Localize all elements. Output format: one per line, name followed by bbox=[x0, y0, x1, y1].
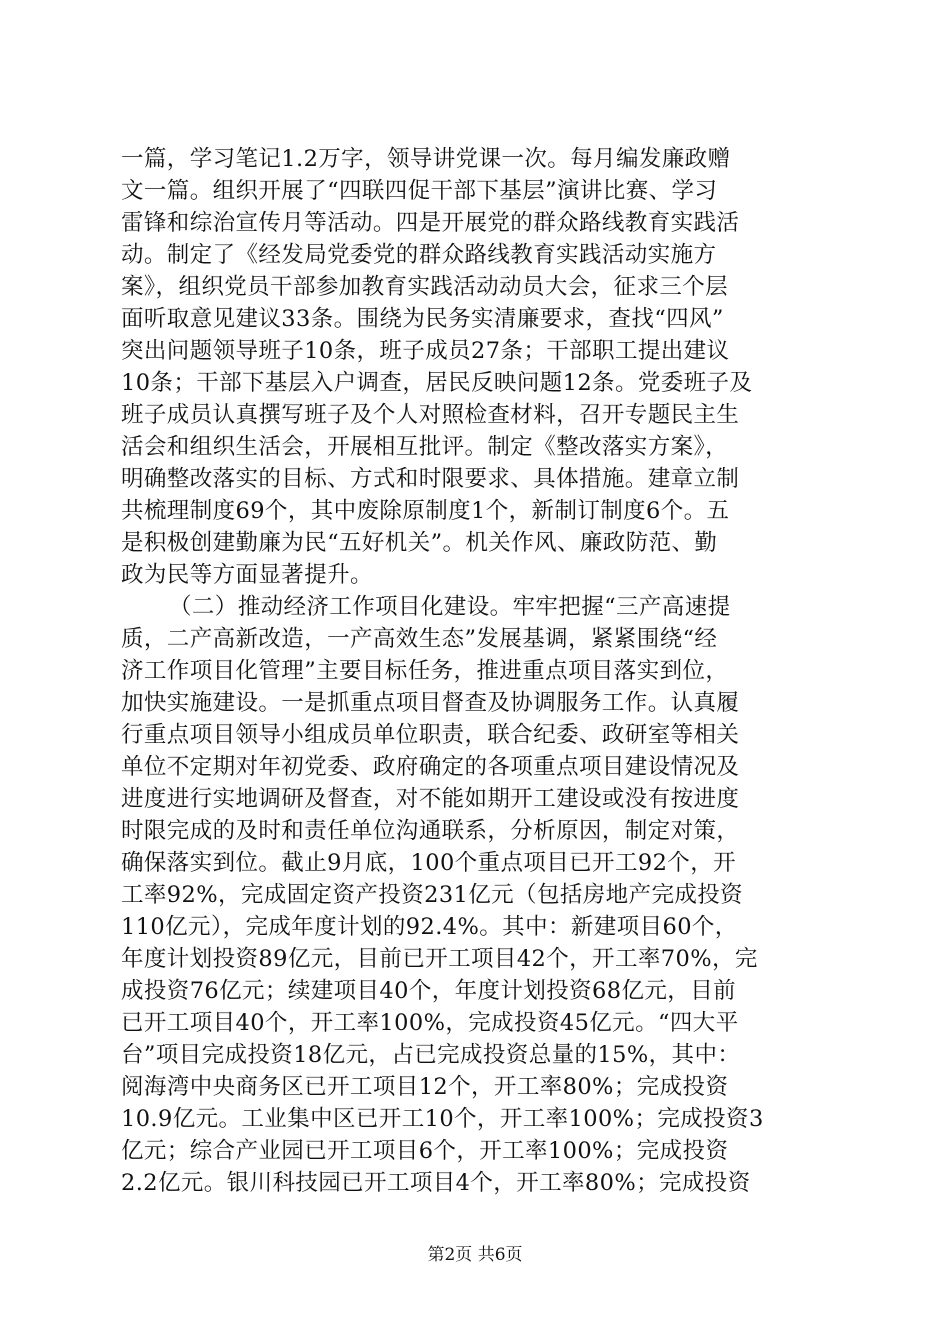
text-line: 活会和组织生活会，开展相互批评。制定《整改落实方案》， bbox=[121, 434, 729, 460]
text-line: 单位不定期对年初党委、政府确定的各项重点项目建设情况及 bbox=[121, 754, 740, 780]
text-line: 面听取意见建议33条。围绕为民务实清廉要求，查找“四风” bbox=[121, 306, 724, 332]
text-line: 行重点项目领导小组成员单位职责，联合纪委、政研室等相关 bbox=[121, 722, 740, 748]
text-line: 班子成员认真撰写班子及个人对照检查材料，召开专题民主生 bbox=[121, 402, 740, 428]
text-line: 案》，组织党员干部参加教育实践活动动员大会，征求三个层 bbox=[121, 274, 729, 300]
text-line: 质，二产高新改造，一产高效生态”发展基调，紧紧围绕“经 bbox=[121, 626, 718, 652]
text-line: 是积极创建勤廉为民“五好机关”。机关作风、廉政防范、勤 bbox=[121, 530, 718, 556]
text-line: 文一篇。组织开展了“四联四促干部下基层”演讲比赛、学习 bbox=[121, 178, 718, 204]
text-line: 确保落实到位。截止9月底，100个重点项目已开工92个，开 bbox=[121, 850, 736, 876]
text-line: 济工作项目化管理”主要目标任务，推进重点项目落实到位， bbox=[121, 658, 729, 684]
text-line: 台”项目完成投资18亿元，占已完成投资总量的15%，其中： bbox=[121, 1042, 741, 1068]
text-line: 亿元；综合产业园已开工项目6个，开工率100%；完成投资 bbox=[121, 1138, 729, 1164]
text-line: 时限完成的及时和责任单位沟通联系，分析原因，制定对策， bbox=[121, 818, 740, 844]
text-line: 成投资76亿元；续建项目40个，年度计划投资68亿元，目前 bbox=[121, 978, 736, 1004]
text-line: 10条；干部下基层入户调查，居民反映问题12条。党委班子及 bbox=[121, 370, 753, 396]
paragraph-start-line: （二）推动经济工作项目化建设。牢牢把握“三产高速提 bbox=[169, 594, 731, 620]
text-line: 明确整改落实的目标、方式和时限要求、具体措施。建章立制 bbox=[121, 466, 740, 492]
text-line: 动。制定了《经发局党委党的群众路线教育实践活动实施方 bbox=[121, 242, 717, 268]
text-line: 共梳理制度69个，其中废除原制度1个，新制订制度6个。五 bbox=[121, 498, 730, 524]
text-line: 工率92%，完成固定资产投资231亿元（包括房地产完成投资 bbox=[121, 882, 744, 908]
text-line: 已开工项目40个，开工率100%，完成投资45亿元。“四大平 bbox=[121, 1010, 739, 1036]
text-line: 年度计划投资89亿元，目前已开工项目42个，开工率70%，完 bbox=[121, 946, 758, 972]
text-line: 政为民等方面显著提升。 bbox=[121, 562, 373, 588]
text-line: 2.2亿元。银川科技园已开工项目4个，开工率80%；完成投资 bbox=[121, 1170, 751, 1196]
text-line: 110亿元），完成年度计划的92.4%。其中：新建项目60个， bbox=[121, 914, 738, 940]
page-number-label: 第2页 共6页 bbox=[427, 1245, 523, 1265]
text-line: 阅海湾中央商务区已开工项目12个，开工率80%；完成投资 bbox=[121, 1074, 729, 1100]
page-footer bbox=[0, 1244, 950, 1266]
text-line: 突出问题领导班子10条，班子成员27条；干部职工提出建议 bbox=[121, 338, 730, 364]
text-line: 一篇，学习笔记1.2万字，领导讲党课一次。每月编发廉政赠 bbox=[121, 146, 731, 172]
text-line: 雷锋和综治宣传月等活动。四是开展党的群众路线教育实践活 bbox=[121, 210, 740, 236]
text-line: 进度进行实地调研及督查，对不能如期开工建设或没有按进度 bbox=[121, 786, 740, 812]
text-line: 10.9亿元。工业集中区已开工10个，开工率100%；完成投资3 bbox=[121, 1106, 764, 1132]
text-line: 加快实施建设。一是抓重点项目督查及协调服务工作。认真履 bbox=[121, 690, 740, 716]
body-text bbox=[121, 143, 833, 1199]
